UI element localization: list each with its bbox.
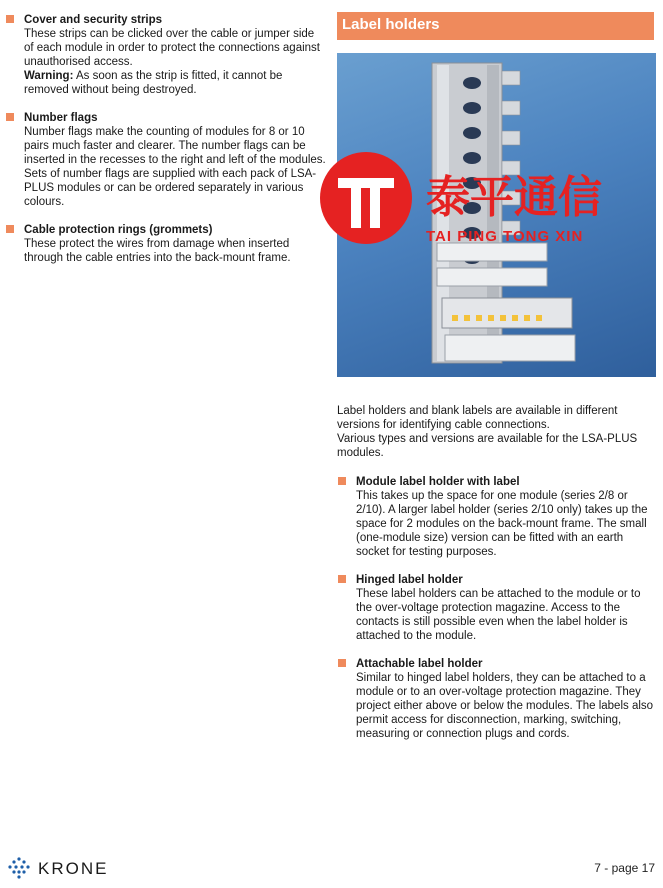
intro-line: Various types and versions are available for the LSA-PLUS modules. xyxy=(337,433,638,459)
item-title: Cover and security strips xyxy=(24,14,163,26)
item-title: Module label holder with label xyxy=(356,476,520,488)
list-item xyxy=(338,475,658,559)
section-header xyxy=(337,12,654,40)
item-title: Hinged label holder xyxy=(356,574,463,586)
bullet-marker xyxy=(338,575,346,583)
watermark-latin: TAI PING TONG XIN xyxy=(426,228,584,245)
item-text: Number flags make the counting of modules for 8 or 10 pairs much faster and clearer. The number flags can be inserted in the recesses to the right and left of the modules. Sets of number flags are supplied with each pack of LSA-PLUS modules or can be ordered separately in various colours. xyxy=(24,126,326,208)
item-text: These label holders can be attached to the module or to the over-voltage protection magazine. Access to the contacts is still possible even when the label holder is attached to the module. xyxy=(356,588,641,642)
bullet-marker xyxy=(338,659,346,667)
list-item xyxy=(6,13,326,97)
list-item xyxy=(338,573,658,643)
item-text: These protect the wires from damage when inserted through the cable entries into the back-mount frame. xyxy=(24,238,291,264)
section-title: Label holders xyxy=(342,16,440,33)
watermark-logo xyxy=(318,150,658,250)
item-text: Similar to hinged label holders, they can be attached to a module or to an over-voltage protection magazine. They project either above or below the modules. The labels also permit access for disconnection, marking, switching, measuring or connection plugs and cords. xyxy=(356,672,654,740)
list-item xyxy=(338,657,658,741)
list-item xyxy=(6,223,326,265)
logo-text: KRONE xyxy=(38,859,109,878)
item-text: These strips can be clicked over the cable or jumper side of each module in order to protect the connections against unauthorised access. xyxy=(24,28,320,68)
bullet-marker xyxy=(338,477,346,485)
intro-paragraph xyxy=(337,404,657,460)
bullet-marker xyxy=(6,15,14,23)
krone-logo xyxy=(6,853,116,883)
item-title: Attachable label holder xyxy=(356,658,483,670)
warning-text: As soon as the strip is fitted, it cannot be removed without being destroyed. xyxy=(24,70,283,96)
item-title: Number flags xyxy=(24,112,98,124)
warning-label: Warning: xyxy=(24,70,74,82)
bullet-marker xyxy=(6,113,14,121)
bullet-marker xyxy=(6,225,14,233)
item-title: Cable protection rings (grommets) xyxy=(24,224,213,236)
page-number: 7 - page 17 xyxy=(594,861,655,875)
watermark-chinese: 泰平通信 xyxy=(426,172,602,223)
intro-line: Label holders and blank labels are available in different versions for identifying cable connections. xyxy=(337,405,618,431)
warning-paragraph xyxy=(24,70,282,96)
item-text: This takes up the space for one module (series 2/8 or 2/10). A larger label holder (series 2/10 only) takes up the space for 2 modules on the back-mount frame. The small (one-module size) version can be fitted with an earth socket for testing purposes. xyxy=(356,490,648,558)
list-item xyxy=(6,111,326,209)
